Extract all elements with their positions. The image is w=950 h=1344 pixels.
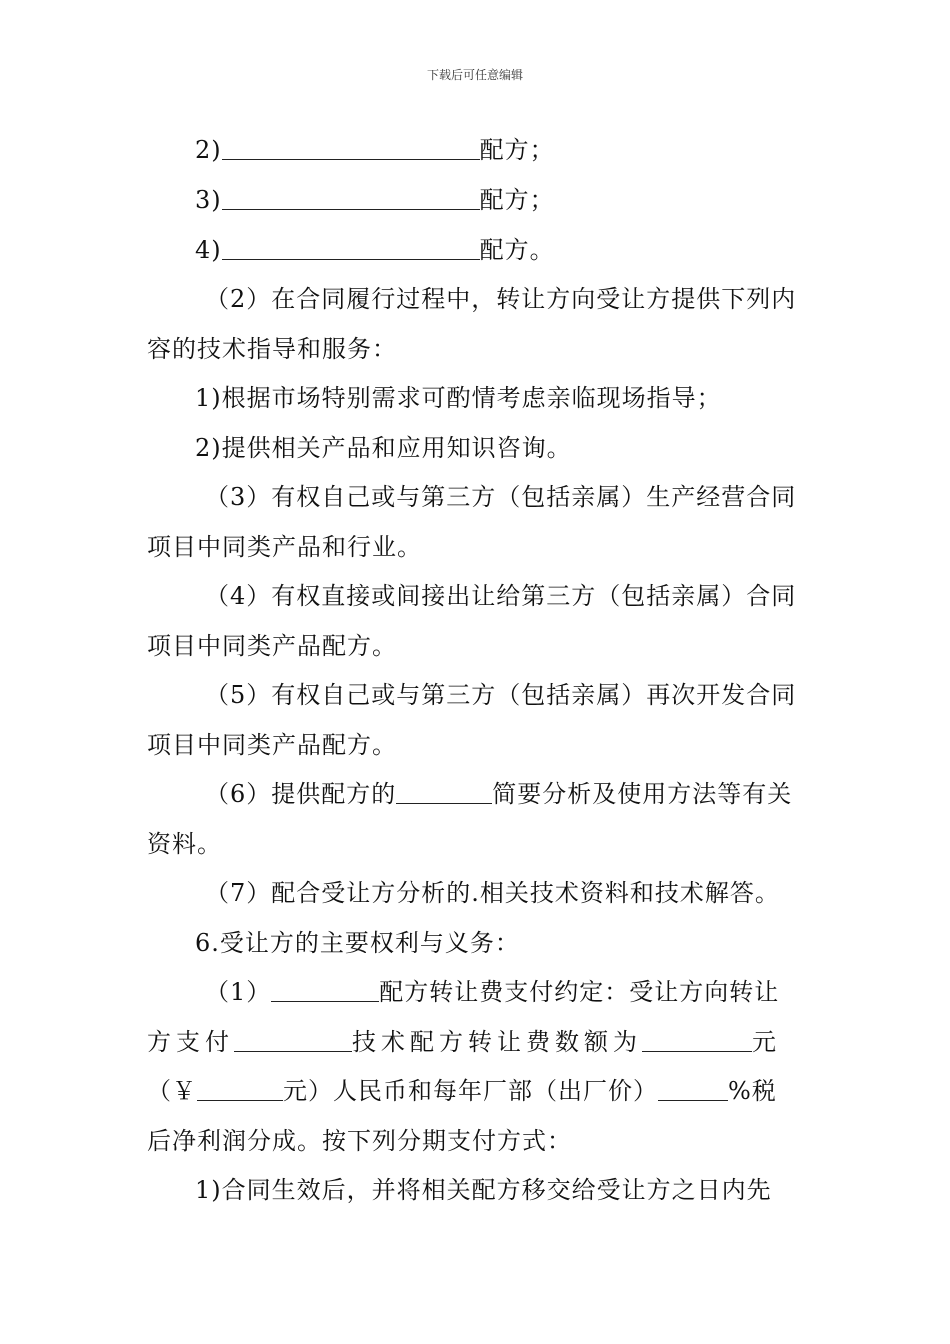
paragraph-line: （5）有权自己或与第三方（包括亲属）再次开发合同: [205, 681, 797, 709]
list-item: 2) 配方；: [195, 136, 555, 164]
blank-field[interactable]: [222, 187, 480, 210]
blank-field[interactable]: [222, 137, 480, 160]
paragraph-line: 项目中同类产品和行业。: [147, 533, 422, 561]
list-item: 4) 配方。: [195, 236, 555, 264]
blank-field[interactable]: [197, 1078, 283, 1101]
paragraph-line: 项目中同类产品配方。: [147, 731, 397, 759]
blank-field[interactable]: [271, 979, 379, 1002]
paragraph-line: 1)根据市场特别需求可酌情考虑亲临现场指导；: [195, 384, 722, 412]
list-item: 3) 配方；: [195, 186, 555, 214]
paragraph-line: （7）配合受让方分析的.相关技术资料和技术解答。: [205, 879, 780, 907]
paragraph-line: 方支付 技术配方转让费数额为 元: [147, 1028, 781, 1056]
blank-field[interactable]: [234, 1029, 352, 1052]
paragraph-line: （4）有权直接或间接出让给第三方（包括亲属）合同: [205, 582, 797, 610]
paragraph-line: 项目中同类产品配方。: [147, 632, 397, 660]
paragraph-line: （￥ 元）人民币和每年厂部（出厂价） %税: [147, 1077, 777, 1105]
paragraph-line: （1） 配方转让费支付约定：受让方向转让: [205, 978, 780, 1006]
blank-field[interactable]: [396, 781, 492, 804]
blank-field[interactable]: [642, 1029, 752, 1052]
section-heading: 6.受让方的主要权利与义务：: [195, 929, 520, 957]
blank-field[interactable]: [222, 237, 480, 260]
paragraph-line: （2）在合同履行过程中，转让方向受让方提供下列内: [205, 285, 797, 313]
paragraph-line: 资料。: [147, 830, 222, 858]
paragraph-line: （6）提供配方的 简要分析及使用方法等有关: [205, 780, 793, 808]
page-header: 下载后可任意编辑: [426, 68, 523, 82]
paragraph-line: 后净利润分成。按下列分期支付方式：: [147, 1127, 572, 1155]
paragraph-line: 容的技术指导和服务：: [147, 335, 397, 363]
paragraph-line: 1)合同生效后，并将相关配方移交给受让方之日内先: [195, 1176, 772, 1204]
paragraph-line: （3）有权自己或与第三方（包括亲属）生产经营合同: [205, 483, 797, 511]
blank-field[interactable]: [658, 1078, 728, 1101]
paragraph-line: 2)提供相关产品和应用知识咨询。: [195, 434, 572, 462]
